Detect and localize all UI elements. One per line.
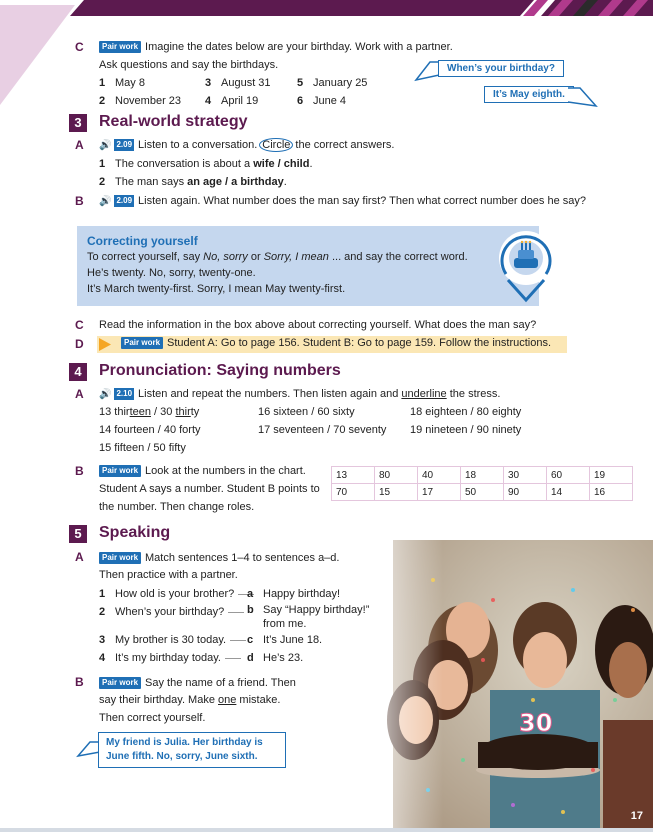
section4-part-a [75,385,645,404]
instruction: mistake. [236,694,281,706]
date: June 4 [313,95,347,107]
instruction-highlight [97,336,567,353]
circle-word: Circle [259,138,293,152]
item-number: 2 [99,176,106,188]
date: May 8 [115,77,145,89]
bubble-line: June fifth. No, sorry, June sixth. [106,751,258,762]
chart-cell[interactable]: 60 [547,467,590,484]
item-number: 3 [99,634,106,646]
instruction: the stress. [446,388,501,400]
chart-cell[interactable]: 16 [590,484,633,501]
speech-bubble-example [98,732,286,768]
pair-work-badge: Pair work [121,337,163,349]
match-left-item [99,603,244,621]
item-number: 4 [205,95,212,107]
item-text: The conversation is about a [115,158,254,170]
number-word: 19 nineteen / 90 ninety [410,424,522,436]
date: January 25 [313,77,368,89]
match-right-item [247,631,322,649]
instruction: Then correct yourself. [99,712,206,724]
instruction: Ask questions and say the birthdays. [99,59,279,71]
sentence: It’s June 18. [263,634,323,646]
underline-word: underline [401,388,447,400]
part-letter: D [75,337,84,351]
section-title: Pronunciation: Saying numbers [99,362,341,379]
part-letter: C [75,40,84,54]
birthday-cake-icon [496,228,556,308]
date: November 23 [115,95,182,107]
item-letter: d [247,652,254,664]
section-title: Speaking [99,524,171,541]
chart-cell[interactable]: 14 [547,484,590,501]
pair-work-badge: Pair work [99,465,141,477]
item-number: 1 [99,77,106,89]
match-right-item [247,649,303,667]
dates-list [99,74,367,110]
item-number: 2 [99,606,106,618]
header-bar [0,0,653,16]
instruction-line [99,691,280,709]
audio-track[interactable]: 2.10 [116,389,133,398]
arrow-icon [99,338,111,351]
match-right-item [247,585,340,603]
section4-part-b [75,462,335,516]
numbers-chart [331,466,633,501]
part-letter: B [75,464,84,478]
match-right-item [247,603,369,631]
instruction: Say the name of a friend. Then [145,677,296,689]
item-number: 1 [99,588,106,600]
instruction: say their birthday. Make [99,694,219,706]
chart-cell[interactable]: 40 [418,467,461,484]
match-left-item [99,631,246,649]
chart-row [332,484,633,501]
number-word: 17 seventeen / 70 seventy [258,424,387,436]
number-word: 15 fifteen / 50 fifty [99,442,186,454]
audio-track[interactable]: 2.09 [116,196,133,205]
section3-part-b [75,192,650,211]
instruction: Look at the numbers in the chart. [145,465,306,477]
numbers-column-3 [410,403,521,439]
speech-bubble-question: When’s your birthday? [438,60,564,77]
item-number: 5 [297,77,304,89]
answer-blank[interactable] [230,640,246,641]
sentence: It’s my birthday today. [115,652,221,664]
match-left-item [99,649,241,667]
page-number: 17 [630,810,643,822]
sentence: My brother is 30 today. [115,634,227,646]
sentence: He’s 23. [263,652,304,664]
match-left-item [99,585,254,603]
pair-work-badge: Pair work [99,552,141,564]
tip-phrase: No, sorry [203,251,248,263]
section-number: 5 [69,525,87,543]
chart-cell[interactable]: 18 [461,467,504,484]
item-letter: c [247,634,254,646]
sentence: Happy birthday! [263,588,341,600]
audio-icon[interactable]: 🔊 [99,140,112,151]
tip-example: He’s twenty. No, sorry, twenty-one. [87,267,256,279]
sentence: Say “Happy birthday!” [263,604,370,616]
tip-title: Correcting yourself [87,234,198,248]
part-letter: A [75,138,84,152]
item-letter: b [247,604,254,616]
tip-text: To correct yourself, say [87,251,204,263]
date: April 19 [221,95,259,107]
chart-cell[interactable]: 70 [332,484,375,501]
part-letter: B [75,675,84,689]
item-number: 2 [99,95,106,107]
instruction: Listen again. What number does the man say first? Then what correct number does he say? [138,195,587,207]
instruction: Read the information in the box above about correcting yourself. What does the man say? [99,319,537,331]
bubble-line: My friend is Julia. Her birthday is [106,737,263,748]
underline-word: one [218,694,237,706]
chart-cell[interactable]: 80 [375,467,418,484]
birthday-party-photo [353,520,653,828]
item-number: 6 [297,95,304,107]
number-word: 14 fourteen / 40 forty [99,424,201,436]
answer-blank[interactable] [228,612,244,613]
item-text: . [309,158,313,170]
part-letter: A [75,550,84,564]
item-letter: a [247,588,254,600]
chart-cell[interactable]: 19 [590,467,633,484]
section3-part-c [75,316,645,334]
choice[interactable]: an age / a birthday [187,176,284,188]
item-number: 3 [205,77,212,89]
tip-text: or [247,251,264,263]
speech-bubble-answer: It’s May eighth. [484,86,574,103]
section5-part-b [75,673,296,692]
item-number: 1 [99,158,106,170]
chart-cell[interactable]: 50 [461,484,504,501]
chart-cell[interactable]: 90 [504,484,547,501]
pair-work-badge: Pair work [99,677,141,689]
audio-icon[interactable]: 🔊 [99,196,112,207]
tip-example: It’s March twenty-first. Sorry, I mean May twenty-first. [87,283,346,295]
instruction: Student A: Go to page 156. Student B: Go to page 159. Follow the instructions. [167,337,552,349]
number-word: ty [190,406,200,418]
section-number: 3 [69,114,87,132]
chart-cell[interactable]: 15 [375,484,418,501]
instruction: Listen and repeat the numbers. Then listen again and [138,388,402,400]
number-word: 16 sixteen / 60 sixty [258,406,355,418]
answer-blank[interactable] [225,658,241,659]
chart-cell[interactable]: 30 [504,467,547,484]
tip-box [77,226,539,306]
chart-cell[interactable]: 17 [418,484,461,501]
instruction: Match sentences 1–4 to sentences a–d. [145,552,340,564]
stressed-syllable: teen [129,406,151,418]
chart-cell[interactable]: 13 [332,467,375,484]
audio-icon[interactable]: 🔊 [99,389,112,400]
instruction: Imagine the dates below are your birthday. Work with a partner. [145,41,453,53]
section-title: Real-world strategy [99,113,248,130]
number-word: / 30 [151,406,176,418]
item-number: 4 [99,652,106,664]
bubble-tail [76,734,100,760]
instruction: Student A says a number. Student B points to [99,483,320,495]
sentence: When’s your birthday? [115,606,225,618]
numbers-column-1 [99,403,259,457]
instruction: Then practice with a partner. [99,569,238,581]
audio-track[interactable]: 2.09 [116,140,133,149]
choice[interactable]: wife / child [253,158,310,170]
stressed-syllable: thir [175,406,191,418]
section5-part-a [75,548,339,567]
section-number: 4 [69,363,87,381]
item-text: . [283,176,287,188]
sentence: How old is your brother? [115,588,235,600]
date: August 31 [221,77,271,89]
chart-row [332,467,633,484]
instruction: Listen to a conversation. [138,139,258,151]
footer-strip [0,828,653,832]
item-text: The man says [115,176,188,188]
part-letter: C [75,318,84,332]
sentence: from me. [263,618,307,630]
candle-number: 30 [519,709,553,737]
bubble-tail [568,86,598,108]
instruction: the number. Then change roles. [99,501,255,513]
tip-phrase: Sorry, I mean [263,251,329,263]
number-word: 18 eighteen / 80 eighty [410,406,522,418]
numbers-column-2 [258,403,386,439]
number-word: 13 thir [99,406,130,418]
instruction: the correct answers. [295,139,395,151]
part-letter: A [75,387,84,401]
part-letter: B [75,194,84,208]
section3-part-a [75,136,645,191]
pair-work-badge: Pair work [99,41,141,53]
tip-text: ... and say the correct word. [328,251,468,263]
